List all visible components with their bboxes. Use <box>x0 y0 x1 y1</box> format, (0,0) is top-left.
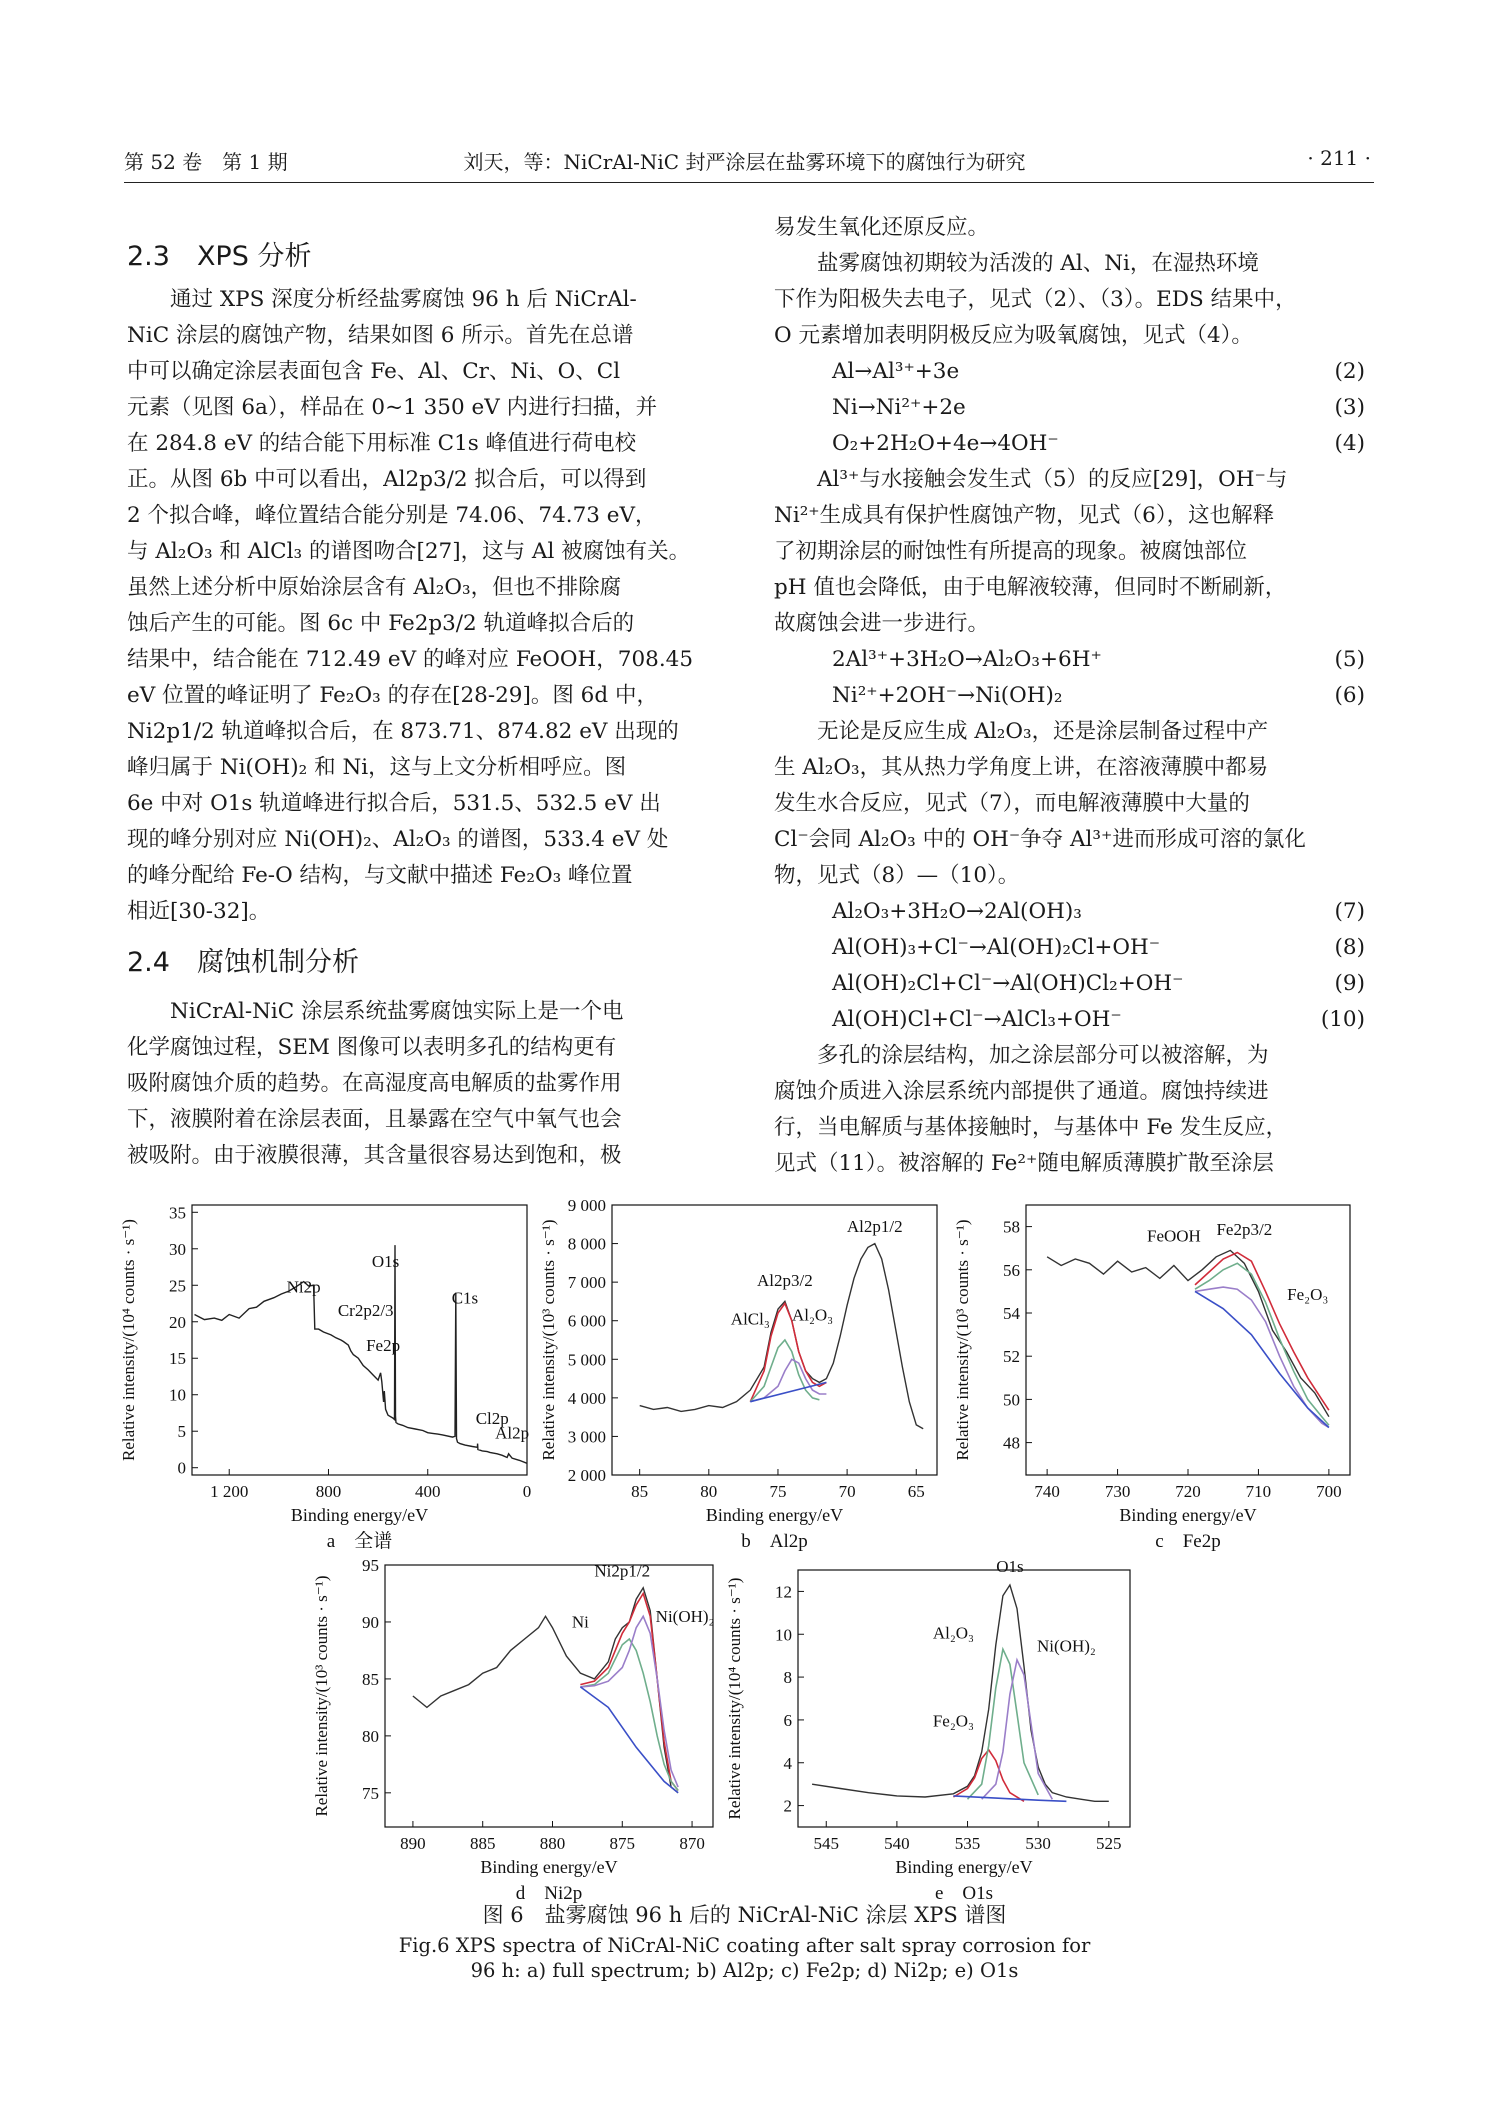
x-tick-label: 700 <box>1316 1482 1342 1501</box>
right-text-line: Al³⁺与水接触会发生式（5）的反应[29]，OH⁻与 <box>817 467 1288 492</box>
peak-annotation: AlCl₃ <box>730 1309 770 1329</box>
x-tick-label: 70 <box>838 1482 856 1501</box>
x-tick-label: 730 <box>1104 1482 1131 1501</box>
section-2-4-text-line: 被吸附。由于液膜很薄，其含量很容易达到饱和，极 <box>127 1143 622 1168</box>
y-tick-label: 8 <box>783 1668 792 1688</box>
equation-text: Al→Al³⁺+3e <box>832 359 960 384</box>
series-survey <box>195 1245 528 1463</box>
x-axis-label: Binding energy/eV <box>895 1857 1033 1877</box>
section-heading-2-4: 2.4 腐蚀机制分析 <box>127 947 359 978</box>
figure-caption-cn: 图 6 盐雾腐蚀 96 h 后的 NiCrAl-NiC 涂层 XPS 谱图 <box>482 1903 1007 1927</box>
right-column-text <box>774 210 1369 1182</box>
running-header-volume: 第 52 卷 第 1 期 <box>124 150 288 174</box>
equation-eq2 <box>774 354 1369 390</box>
right-text-line: 故腐蚀会进一步进行。 <box>774 611 990 636</box>
x-tick-label: 535 <box>954 1834 981 1853</box>
y-tick-label: 85 <box>362 1669 379 1689</box>
y-axis-label: Relative intensity/(10⁴ counts · s⁻¹) <box>725 1577 744 1820</box>
y-tick-label: 50 <box>1003 1390 1020 1410</box>
equation-number: (5) <box>1334 647 1365 672</box>
y-tick-label: 58 <box>1003 1217 1020 1237</box>
xps-panel-5 <box>725 1557 1130 1904</box>
peak-annotation: Ni(OH)₂ <box>655 1606 715 1626</box>
equation-number: (9) <box>1334 971 1365 996</box>
peak-annotation: Al2p <box>495 1423 530 1443</box>
running-header-title: 刘天，等：NiCrAl-NiC 封严涂层在盐雾环境下的腐蚀行为研究 <box>463 150 1026 174</box>
series-raw <box>413 1588 678 1793</box>
section-2-3-text-line: 2 个拟合峰，峰位置结合能分别是 74.06、74.73 eV， <box>127 503 657 528</box>
right-text-line: 物，见式（8）—（10）。 <box>774 863 1020 888</box>
x-axis-label: Binding energy/eV <box>705 1505 844 1525</box>
xps-panel-1 <box>119 1203 531 1552</box>
y-axis-label: Relative intensity/(10³ counts · s⁻¹) <box>953 1219 972 1461</box>
section-2-4-text-line: 吸附腐蚀介质的趋势。在高湿度高电解质的盐雾作用 <box>127 1071 622 1096</box>
x-tick-label: 65 <box>907 1482 925 1501</box>
series-fe-o- <box>953 1750 1024 1801</box>
x-tick-label: 525 <box>1096 1834 1122 1853</box>
y-tick-label: 80 <box>362 1726 379 1746</box>
right-text-line: O 元素增加表明阴极反应为吸氧腐蚀，见式（4）。 <box>774 323 1253 348</box>
peak-annotation: Fe2p <box>366 1335 401 1355</box>
equation-eq5 <box>774 642 1369 678</box>
equation-text: O₂+2H₂O+4e→4OH⁻ <box>832 431 1059 456</box>
section-2-3-text-line: 6e 中对 O1s 轨道峰进行拟合后，531.5、532.5 eV 出 <box>127 791 661 816</box>
right-text-line: pH 值也会降低，由于电解液较薄，但同时不断刷新， <box>774 575 1287 600</box>
y-tick-label: 8 000 <box>567 1234 606 1254</box>
right-text-line: 见式（11）。被溶解的 Fe²⁺随电解质薄膜扩散至涂层 <box>774 1151 1274 1176</box>
panel-sublabel: c Fe2p <box>1155 1531 1221 1552</box>
y-tick-label: 10 <box>169 1385 186 1405</box>
plot-frame <box>612 1205 937 1475</box>
x-tick-label: 875 <box>609 1834 636 1853</box>
right-text-line: 行，当电解质与基体接触时，与基体中 Fe 发生反应， <box>774 1115 1288 1140</box>
peak-annotation: Ni2p1/2 <box>594 1561 651 1581</box>
x-tick-label: 85 <box>631 1482 649 1501</box>
y-tick-label: 12 <box>775 1582 792 1602</box>
section-2-3-text-line: 的峰分配给 Fe-O 结构，与文献中描述 Fe₂O₃ 峰位置 <box>127 863 633 888</box>
equation-text: Al(OH)₃+Cl⁻→Al(OH)₂Cl+OH⁻ <box>832 935 1161 960</box>
y-axis-label: Relative intensity/(10³ counts · s⁻¹) <box>312 1575 331 1817</box>
section-2-3-text-line: NiC 涂层的腐蚀产物，结果如图 6 所示。首先在总谱 <box>127 323 634 348</box>
section-2-4-paragraph <box>127 994 724 1174</box>
series-al-o- <box>968 1649 1039 1799</box>
section-2-3-text-line: 元素（见图 6a），样品在 0~1 350 eV 内进行扫描，并 <box>127 395 658 420</box>
peak-annotation: Fe₂O₃ <box>932 1711 974 1731</box>
peak-annotation: Al₂O₃ <box>932 1623 974 1643</box>
equation-number: (10) <box>1320 1007 1365 1032</box>
y-tick-label: 3 000 <box>567 1427 606 1447</box>
equation-text: Al₂O₃+3H₂O→2Al(OH)₃ <box>832 899 1082 924</box>
equation-eq10 <box>774 1002 1369 1038</box>
section-2-3-text-line: 虽然上述分析中原始涂层含有 Al₂O₃，但也不排除腐 <box>127 575 622 600</box>
section-2-3-text-line: 峰归属于 Ni(OH)₂ 和 Ni，这与上文分析相呼应。图 <box>127 755 627 780</box>
peak-annotation: Ni2p <box>286 1277 321 1297</box>
peak-annotation: Al₂O₃ <box>791 1305 834 1325</box>
right-text-line: 生 Al₂O₃，其从热力学角度上讲，在溶液薄膜中都易 <box>774 755 1269 780</box>
equation-text: Ni→Ni²⁺+2e <box>832 395 966 420</box>
x-tick-label: 885 <box>469 1834 496 1853</box>
y-tick-label: 95 <box>362 1556 379 1575</box>
x-tick-label: 890 <box>400 1834 426 1853</box>
panel-sublabel: b Al2p <box>741 1531 808 1552</box>
xps-panel-4 <box>312 1556 714 1904</box>
xps-panel-3 <box>953 1205 1350 1552</box>
right-text-line: Cl⁻会同 Al₂O₃ 中的 OH⁻争夺 Al³⁺进而形成可溶的氯化 <box>774 827 1306 852</box>
figure-caption-en-1: Fig.6 XPS spectra of NiCrAl-NiC coating after salt spray corrosion for <box>398 1934 1091 1957</box>
section-2-3-text-line: 结果中，结合能在 712.49 eV 的峰对应 FeOOH，708.45 <box>127 647 694 672</box>
equation-eq8 <box>774 930 1369 966</box>
x-tick-label: 710 <box>1245 1482 1272 1501</box>
series-raw <box>1047 1250 1329 1416</box>
series-background <box>953 1796 1066 1801</box>
section-2-3-paragraph <box>127 282 724 930</box>
panel-sublabel: a 全谱 <box>326 1531 393 1552</box>
series-ni <box>580 1639 678 1791</box>
x-axis-label: Binding energy/eV <box>290 1505 429 1525</box>
section-2-3-text-line: eV 位置的峰证明了 Fe₂O₃ 的存在[28-29]。图 6d 中， <box>127 683 658 708</box>
y-tick-label: 5 000 <box>567 1350 606 1370</box>
y-tick-label: 54 <box>1003 1304 1020 1323</box>
right-text-line: 发生水合反应，见式（7），而电解液薄膜中大量的 <box>774 791 1250 816</box>
y-tick-label: 90 <box>362 1612 379 1632</box>
right-text-line: Ni²⁺生成具有保护性腐蚀产物，见式（6），这也解释 <box>774 503 1275 528</box>
equation-text: Ni²⁺+2OH⁻→Ni(OH)₂ <box>832 683 1063 708</box>
x-tick-label: 80 <box>700 1482 718 1501</box>
y-tick-label: 10 <box>775 1625 792 1645</box>
equation-text: Al(OH)Cl+Cl⁻→AlCl₃+OH⁻ <box>832 1007 1122 1032</box>
x-tick-label: 530 <box>1025 1834 1051 1853</box>
figure-caption-en-2: 96 h: a) full spectrum; b) Al2p; c) Fe2p; d) Ni2p; e) O1s <box>470 1959 1019 1982</box>
x-tick-label: 720 <box>1175 1482 1201 1501</box>
x-axis-label: Binding energy/eV <box>480 1857 618 1877</box>
section-2-3-text-line: 蚀后产生的可能。图 6c 中 Fe2p3/2 轨道峰拟合后的 <box>127 611 635 636</box>
y-tick-label: 6 000 <box>567 1311 606 1331</box>
y-tick-label: 4 000 <box>567 1388 606 1408</box>
equation-eq7 <box>774 894 1369 930</box>
peak-annotation: Al2p3/2 <box>757 1271 813 1290</box>
x-tick-label: 545 <box>813 1834 840 1853</box>
section-2-3-text-line: 正。从图 6b 中可以看出，Al2p3/2 拟合后，可以得到 <box>127 467 647 492</box>
x-tick-label: 740 <box>1034 1482 1060 1501</box>
right-text-line: 盐雾腐蚀初期较为活泼的 Al、Ni，在湿热环境 <box>817 251 1259 276</box>
section-2-4-text-line: 化学腐蚀过程，SEM 图像可以表明多孔的结构更有 <box>127 1035 617 1060</box>
y-tick-label: 2 000 <box>567 1466 606 1485</box>
right-text-line: 多孔的涂层结构，加之涂层部分可以被溶解，为 <box>817 1043 1269 1068</box>
peak-annotation: O1s <box>996 1557 1024 1577</box>
series-background <box>1195 1291 1329 1427</box>
header-rule <box>124 182 1374 183</box>
panel-sublabel: d Ni2p <box>515 1883 583 1904</box>
y-tick-label: 48 <box>1003 1433 1020 1453</box>
y-tick-label: 5 <box>177 1422 186 1442</box>
xps-figure-svg <box>0 1185 1489 1904</box>
section-2-3-text-line: 通过 XPS 深度分析经盐雾腐蚀 96 h 后 NiCrAl- <box>170 287 637 312</box>
y-tick-label: 4 <box>783 1753 792 1773</box>
y-tick-label: 75 <box>362 1783 379 1803</box>
equation-eq6 <box>774 678 1369 714</box>
peak-annotation: Ni(OH)₂ <box>1037 1636 1096 1656</box>
equation-text: Al(OH)₂Cl+Cl⁻→Al(OH)Cl₂+OH⁻ <box>832 971 1184 996</box>
section-2-3-text-line: Ni2p1/2 轨道峰拟合后，在 873.71、874.82 eV 出现的 <box>127 719 679 744</box>
section-2-3-text-line: 现的峰分别对应 Ni(OH)₂、Al₂O₃ 的谱图，533.4 eV 处 <box>127 827 669 852</box>
peak-annotation: Ni <box>571 1612 589 1632</box>
x-tick-label: 400 <box>414 1482 441 1501</box>
right-text-line: 无论是反应生成 Al₂O₃，还是涂层制备过程中产 <box>817 719 1269 744</box>
x-tick-label: 75 <box>769 1482 787 1501</box>
x-axis-label: Binding energy/eV <box>1119 1505 1257 1525</box>
section-2-3-text-line: 在 284.8 eV 的结合能下用标准 C1s 峰值进行荷电校 <box>127 431 637 456</box>
equation-eq9 <box>774 966 1369 1002</box>
y-tick-label: 30 <box>169 1239 186 1259</box>
panel-sublabel: e O1s <box>934 1883 994 1904</box>
peak-annotation: Fe2p3/2 <box>1216 1220 1273 1240</box>
right-text-line: 了初期涂层的耐蚀性有所提高的现象。被腐蚀部位 <box>774 539 1248 564</box>
xps-panel-2 <box>539 1196 937 1552</box>
right-text-line: 下作为阳极失去电子，见式（2）、（3）。EDS 结果中， <box>774 287 1297 312</box>
x-tick-label: 870 <box>679 1834 705 1853</box>
y-tick-label: 35 <box>169 1203 186 1223</box>
series-raw <box>812 1585 1109 1801</box>
section-2-3-text-line: 相近[30-32]。 <box>127 899 271 924</box>
right-text-line: 腐蚀介质进入涂层系统内部提供了通道。腐蚀持续进 <box>774 1079 1269 1104</box>
page-number: · 211 · <box>1307 146 1371 170</box>
y-tick-label: 52 <box>1003 1347 1020 1367</box>
y-tick-label: 6 <box>783 1710 792 1730</box>
plot-frame <box>192 1205 530 1475</box>
x-tick-label: 540 <box>884 1834 910 1853</box>
section-heading-2-3: 2.3 XPS 分析 <box>127 241 312 272</box>
x-tick-label: 0 <box>522 1482 532 1501</box>
y-tick-label: 9 000 <box>567 1196 606 1215</box>
series-fe-o- <box>1195 1287 1329 1427</box>
y-tick-label: 0 <box>177 1458 186 1478</box>
peak-annotation: O1s <box>371 1252 400 1272</box>
peak-annotation: Fe₂O₃ <box>1287 1285 1329 1305</box>
y-tick-label: 56 <box>1003 1260 1020 1280</box>
equation-number: (2) <box>1334 359 1365 384</box>
xps-figure <box>0 1185 1489 1904</box>
y-tick-label: 7 000 <box>567 1273 606 1293</box>
equation-number: (4) <box>1334 431 1365 456</box>
equation-number: (3) <box>1334 395 1365 420</box>
x-tick-label: 880 <box>539 1834 566 1853</box>
y-axis-label: Relative intensity/(10⁴ counts · s⁻¹) <box>119 1219 138 1461</box>
plot-frame <box>385 1565 713 1827</box>
equation-number: (6) <box>1334 683 1365 708</box>
equation-text: 2Al³⁺+3H₂O→Al₂O₃+6H⁺ <box>832 647 1102 672</box>
section-2-4-text-line: 下，液膜附着在涂层表面，且暴露在空气中氧气也会 <box>127 1107 622 1132</box>
section-2-3-text-line: 与 Al₂O₃ 和 AlCl₃ 的谱图吻合[27]，这与 Al 被腐蚀有关。 <box>127 539 691 564</box>
peak-annotation: FeOOH <box>1146 1226 1201 1246</box>
y-tick-label: 20 <box>169 1312 186 1332</box>
y-axis-label: Relative intensity/(10³ counts · s⁻¹) <box>539 1219 558 1461</box>
peak-annotation: C1s <box>451 1288 479 1308</box>
peak-annotation: Al2p1/2 <box>846 1217 903 1236</box>
right-text-line: 易发生氧化还原反应。 <box>774 215 990 240</box>
equation-number: (7) <box>1334 899 1365 924</box>
equation-eq4 <box>774 426 1369 462</box>
y-tick-label: 15 <box>169 1349 186 1369</box>
equation-eq3 <box>774 390 1369 426</box>
x-tick-label: 1 200 <box>210 1482 249 1501</box>
y-tick-label: 25 <box>169 1276 186 1296</box>
peak-annotation: Cl2p <box>475 1408 509 1428</box>
peak-annotation: Cr2p2/3 <box>337 1300 394 1320</box>
x-tick-label: 800 <box>315 1482 342 1501</box>
section-2-3-text-line: 中可以确定涂层表面包含 Fe、Al、Cr、Ni、O、Cl <box>127 359 621 384</box>
section-2-4-text-line: NiCrAl-NiC 涂层系统盐雾腐蚀实际上是一个电 <box>170 999 624 1024</box>
y-tick-label: 2 <box>783 1796 792 1816</box>
equation-number: (8) <box>1334 935 1365 960</box>
